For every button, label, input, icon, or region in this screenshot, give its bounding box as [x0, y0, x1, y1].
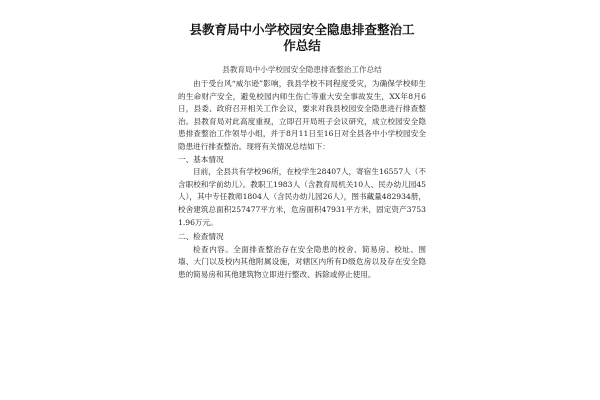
document-title-line2: 作总结 — [283, 38, 321, 53]
intro-paragraph: 由于受台风“威尔逊”影响，我县学校不同程度受灾，为确保学校师生的生命财产安全，避免校园内师生伤亡等重大安全事故发生，XX年8月6日，县委、政府召开相关工作会议，要求对我县校园安全隐患进行排查整治。县教育局对此高度重视，立即召开局班子会议研究，成立校园安全隐患排查整治工作领导小组，并于8月11日至16日对全县各中小学校园安全隐患进行排查整治。现将有关情况总结如下： — [178, 79, 426, 151]
document-subtitle: 县教育局中小学校园安全隐患排查整治工作总结 — [222, 65, 382, 74]
document-body — [178, 22, 426, 282]
section-inspection-text: 检查内容。全面排查整治存在安全隐患的校舍、简易房、校址、围墙、大门以及校内其他附属设施，对辖区内所有D级危房以及存在安全隐患的简易房和其他建筑物立即进行整改、拆除或停止使用。 — [178, 244, 426, 279]
section-heading-inspection: 二、检查情况 — [178, 232, 224, 242]
section-heading-basic-info: 一、基本情况 — [178, 154, 224, 164]
document-title-line1: 县教育局中小学校园安全隐患排查整治工 — [189, 22, 415, 37]
document-title — [178, 22, 426, 54]
section-basic-info-text: 目前，全县共有学校96所，在校学生28407人，寄宿生16557人（不含职校和学前幼儿）。教职工1983人（含教育局机关10人、民办幼儿园45人），其中专任教师1804人（含民办幼儿园26人），图书藏量482934册，校舍建筑总面积257477平方米，危房面积47931平方米，固定资产37531.96万元。 — [178, 167, 426, 227]
